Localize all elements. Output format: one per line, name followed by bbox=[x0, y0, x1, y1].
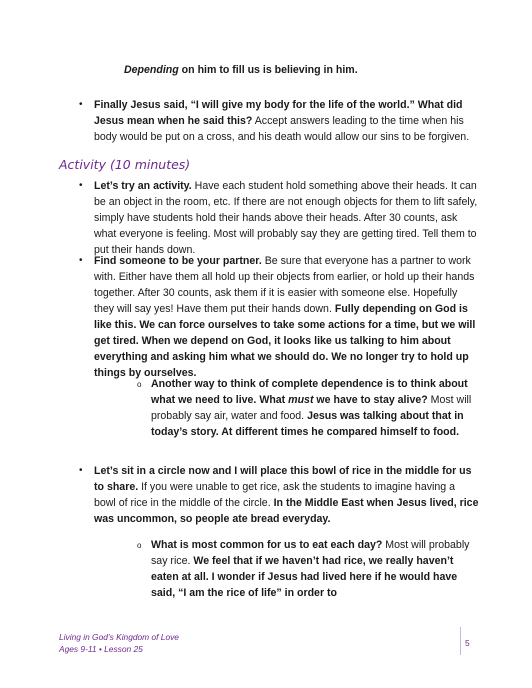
bullet-glyph: • bbox=[79, 180, 83, 191]
bullet-glyph: • bbox=[79, 465, 83, 476]
sub-text: Most will probably say rice. bbox=[151, 539, 470, 567]
paragraph-finally-jesus bbox=[94, 97, 479, 145]
paragraph-bold-2: Fully depending on God is like this. We can force ourselves to take some actions for a time, but we will get tired. When we depend on God, it looks like us talking to him about everything and asking him what we should do. We no longer try to hold up things by ourselves. bbox=[94, 303, 476, 379]
bullet-glyph: • bbox=[79, 99, 83, 110]
sub-bold-2: we have to stay alive? bbox=[313, 394, 428, 406]
intro-emphasis: Depending bbox=[124, 64, 179, 76]
paragraph-text: Be sure that everyone has a partner to work with. Either have them all hold up their objects from earlier, or hold up their hands together. After 30 counts, ask them if it is easier with someone else. Hopefully they will say yes! Have them put their hands down. bbox=[94, 255, 475, 315]
footer-divider bbox=[460, 627, 461, 655]
sub-bold-1: Another way to think of complete dependence is to think about what we need to live. What bbox=[151, 378, 468, 406]
paragraph-text: Have each student hold something above their heads. It can be an object in the room, etc. If there are not enough objects for them to lift safely, simply have students hold their hands above their heads. After 30 counts, ask what everyone is feeling. Most will probably say they are getting tired. Tell them to put their hands down. bbox=[94, 180, 478, 256]
sub-bold-1: What is most common for us to eat each day? bbox=[151, 539, 383, 551]
paragraph-bold: Find someone to be your partner. bbox=[94, 255, 262, 267]
paragraph-sit-circle bbox=[94, 463, 479, 527]
paragraph-bold: Let’s try an activity. bbox=[94, 180, 192, 192]
paragraph-bold-2: In the Middle East when Jesus lived, rice was uncommon, so people ate bread everyday. bbox=[94, 497, 479, 525]
sub-bold-3: Jesus was talking about that in today’s story. At different times he compared himself to food. bbox=[151, 410, 464, 438]
footer-subtitle: Ages 9-11 • Lesson 25 bbox=[59, 644, 143, 654]
paragraph-complete-dependence bbox=[151, 376, 481, 440]
section-heading-activity: Activity (10 minutes) bbox=[59, 157, 191, 172]
intro-rest: on him to fill us is believing in him. bbox=[178, 64, 358, 76]
paragraph-text: Accept answers leading to the time when his body would be put on a cross, and his death would allow our sins to be forgiven. bbox=[94, 115, 470, 143]
paragraph-lets-try bbox=[94, 178, 479, 258]
paragraph-bold: Let’s sit in a circle now and I will place this bowl of rice in the middle for us to share. bbox=[94, 465, 472, 493]
footer-title: Living in God’s Kingdom of Love bbox=[59, 632, 179, 642]
sub-bullet-glyph: o bbox=[137, 541, 142, 550]
paragraph-bold: Finally Jesus said, “I will give my body for the life of the world.” What did Jesus mean when he said this? bbox=[94, 99, 463, 127]
paragraph-text: If you were unable to get rice, ask the students to imagine having a bowl of rice in the middle of the circle. bbox=[94, 481, 455, 509]
intro-line bbox=[124, 62, 484, 78]
paragraph-most-common bbox=[151, 537, 481, 601]
sub-bullet-glyph: o bbox=[137, 380, 142, 389]
sub-bold-2: We feel that if we haven’t had rice, we really haven’t eaten at all. I wonder if Jesus had lived here if he would have said, “I am the rice of life” in order to bbox=[151, 555, 458, 599]
paragraph-find-partner bbox=[94, 253, 479, 381]
sub-emphasis: must bbox=[288, 394, 314, 406]
footer bbox=[59, 631, 179, 655]
bullet-glyph: • bbox=[79, 255, 83, 266]
page-number: 5 bbox=[465, 638, 470, 648]
sub-text: Most will probably say air, water and food. bbox=[151, 394, 472, 422]
